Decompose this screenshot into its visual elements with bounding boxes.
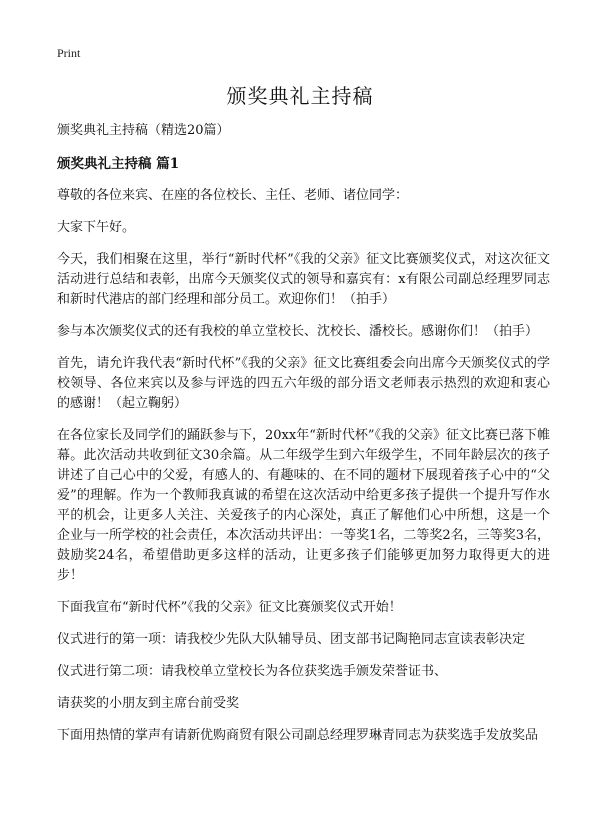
page-title: 颁奖典礼主持稿 — [226, 84, 374, 108]
paragraph-step-two: 仪式进行第二项：请我校单立堂校长为各位获奖选手颁发荣誉证书、 — [57, 664, 448, 679]
paragraph-hello: 大家下午好。 — [57, 220, 136, 235]
document-subtitle: 颁奖典礼主持稿（精选20篇） — [57, 123, 230, 138]
paragraph-thanks: 首先，请允许我代表“新时代杯”《我的父亲》征文比赛组委会向出席今天颁奖仪式的学校领导、各位来宾以及参与评选的四五六年级的部分语文老师表示热烈的欢迎和衷心的感谢！（起立鞠躬） — [57, 356, 550, 411]
paragraph-step-one: 仪式进行的第一项：请我校少先队大队辅导员、团支部书记陶艳同志宣读表彰决定 — [57, 632, 526, 647]
paragraph-announce: 下面我宣布“新时代杯”《我的父亲》征文比赛颁奖仪式开始！ — [57, 600, 402, 615]
paragraph-principals: 参与本次颁奖仪式的还有我校的单立堂校长、沈校长、潘校长。感谢你们！（拍手） — [57, 324, 539, 339]
paragraph-receive-award: 请获奖的小朋友到主席台前受奖 — [57, 696, 240, 711]
paragraph-intro: 今天，我们相聚在这里，举行“新时代杯”《我的父亲》征文比赛颁奖仪式，对这次征文活动进行总结和表彰，出席今天颁奖仪式的领导和嘉宾有：x有限公司副总经理罗同志和新时代港店的部门经理和部分员工。欢迎你们！（拍手） — [57, 252, 550, 307]
paragraph-prizes: 下面用热情的掌声有请新优购商贸有限公司副总经理罗琳青同志为获奖选手发放奖品 — [57, 728, 539, 743]
print-link[interactable]: Print — [57, 46, 81, 60]
paragraph-summary: 在各位家长及同学们的踊跃参与下，20xx年“新时代杯”《我的父亲》征文比赛已落下帷幕。此次活动共收到征文30余篇。从二年级学生到六年级学生，不同年龄层次的孩子讲述了自己心中的父爱，有感人的、有趣味的、在不同的题材下展现着孩子心中的“父爱”的理解。作为一个教师我真诚的希望在这次活动中给更多孩子提供一个提升写作水平的机会，让更多人关注、关爱孩子的内心深处，真正了解他们心中所想，这是一个企业与一所学校的社会责任，本次活动共评出：一等奖1名，二等奖2名，三等奖3名，鼓励奖24名，希望借助更多这样的活动，让更多孩子们能够更加努力取得更大的进步！ — [57, 428, 550, 583]
paragraph-greeting: 尊敬的各位来宾、在座的各位校长、主任、老师、诸位同学： — [57, 188, 409, 203]
section-heading: 颁奖典礼主持稿 篇1 — [57, 156, 180, 172]
document-body — [57, 121, 550, 758]
